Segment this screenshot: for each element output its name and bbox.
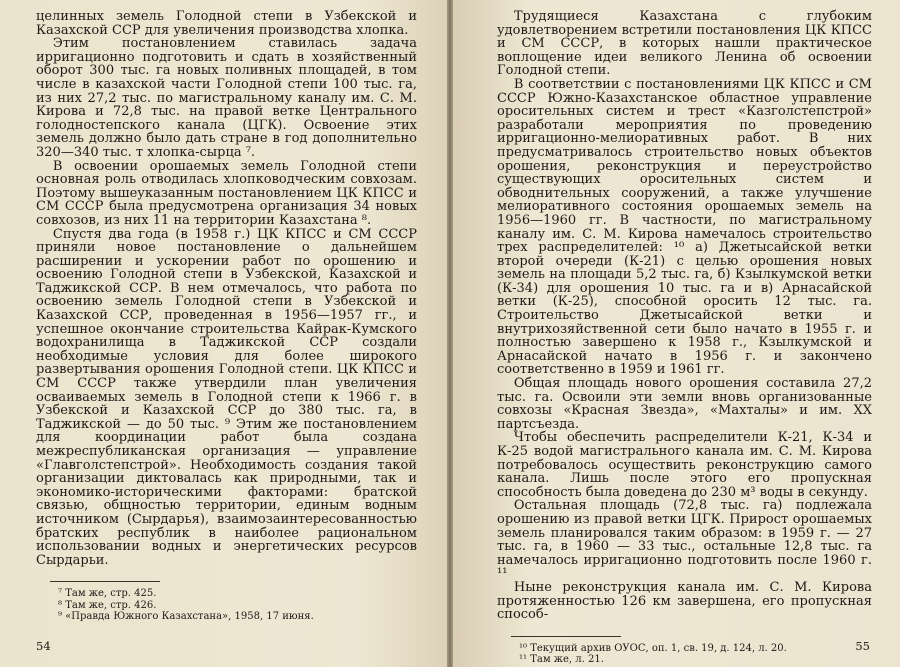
paragraph: Остальная площадь (72,8 тыс. га) подлежала орошению из правой ветки ЦГК. Прирост орошаемых земель планировался таким образом: в 1959 г. — 27 тыс. га, в 1960 — 33 тыс., остальные 12,8 тыс. га намечалось ирригационно подготовить после 1960 г. ¹¹ xyxy=(497,498,872,582)
footnote: ⁹ «Правда Южного Казахстана», 1958, 17 июня. xyxy=(58,611,314,623)
left-page-text xyxy=(36,10,417,567)
paragraph: В освоении орошаемых земель Голодной степи основная роль отводилась хлопководческим совхозам. Поэтому вышеуказанным постановлением ЦК КПСС и СМ СССР была предусмотрена организация 34 новых совхозов, из них 11 на территории Казахстана ⁸. xyxy=(36,158,417,228)
footnote: ⁸ Там же, стр. 426. xyxy=(58,599,157,611)
paragraph: Общая площадь нового орошения составила 27,2 тыс. га. Освоили эти земли вновь организованные совхозы «Красная Звезда», «Махталы» и им. XX партсъезда. xyxy=(497,376,872,432)
paragraph: Чтобы обеспечить распределители К-21, К-34 и К-25 водой магистрального канала им. С. М. Кирова потребовалось осуществить реконструкцию самого канала. Лишь после этого его пропускная способность была доведена до 230 м³ воды в секунду. xyxy=(497,430,872,500)
footnote-divider xyxy=(511,636,621,637)
right-page-text xyxy=(497,10,872,622)
footnote: ¹¹ Там же, л. 21. xyxy=(519,654,604,666)
paragraph: Спустя два года (в 1958 г.) ЦК КПСС и СМ СССР приняли новое постановление о дальнейшем расширении и ускорении работ по орошению и освоению Голодной степи в Узбекской, Казахской и Таджикской ССР. В нем отмечалось, что работа по освоению земель Голодной степи в Узбекской и Казахской ССР, проведенная в 1956—1957 гг., и успешное окончание строительства Кайрак-Кумского водохранилища в Таджикской ССР создали необходимые условия для более широкого развертывания орошения Голодной степи. ЦК КПСС и СМ СССР также утвердили план увеличения осваиваемых земель в Голодной степи к 1966 г. в Узбекской и Казахской ССР до 380 тыс. га, в Таджикской — до 50 тыс. ⁹ Этим же постановлением для координации работ была создана межреспубликанская организация — управление «Главголстепстрой». Необходимость создания такой организации диктовалась как природными, так и экономико-историческими факторами: братской связью, общностью территории, единым водным источником (Сырдарья), взаимозаинтересованностью братских республик в наиболее рациональном использовании водных и энергетических ресурсов Сырдарьи. xyxy=(36,226,417,568)
footnote-divider xyxy=(50,581,160,582)
footnote: ⁷ Там же, стр. 425. xyxy=(58,588,157,600)
right-page xyxy=(453,0,900,667)
left-page xyxy=(0,0,447,667)
page-number: 55 xyxy=(855,639,870,653)
paragraph: Трудящиеся Казахстана с глубоким удовлетворением встретили постановления ЦК КПСС и СМ СССР, в которых нашли практическое воплощение идеи великого Ленина об освоении Голодной степи. xyxy=(497,9,872,79)
paragraph: В соответствии с постановлениями ЦК КПСС и СМ СССР Южно-Казахстанское областное управление оросительных систем и трест «Казголстепстрой» разработали мероприятия по проведению ирригационно-мелиоративных работ. В них предусматривалось строительство новых объектов орошения, реконструкция и переустройство существующих оросительных систем и обводнительных сооружений, а также улучшение мелиоративного состояния орошаемых земель на 1956—1960 гг. В частности, по магистральному каналу им. С. М. Кирова намечалось строительство трех распределителей: ¹⁰ а) Джетысайской ветки второй очереди (К-21) с целью орошения новых земель на площади 5,2 тыс. га, б) Кзылкумской ветки (К-34) для орошения 10 тыс. га и в) Арнасайской ветки (К-25), способной оросить 12 тыс. га. Строительство Джетысайской ветки и внутрихозяйственной сети было начато в 1955 г. и полностью завершено к 1958 г., Кзылкумской и Арнасайской начато в 1956 г. и закончено соответственно в 1959 и 1961 гг. xyxy=(497,76,872,378)
page-number: 54 xyxy=(36,639,51,653)
paragraph: Этим постановлением ставилась задача ирригационно подготовить и сдать в хозяйственный оборот 300 тыс. га новых поливных площадей, в том числе в казахской части Голодной степи 100 тыс. га, из них 27,2 тыс. по магистральному каналу им. С. М. Кирова и 72,8 тыс. на правой ветке Центрального голодностепского канала (ЦГК). Освоение этих земель должно было дать стране в год дополнительно 320—340 тыс. т хлопка-сырца ⁷. xyxy=(36,36,417,160)
paragraph: целинных земель Голодной степи в Узбекской и Казахской ССР для увеличения производства хлопка. xyxy=(36,9,417,38)
paragraph: Ныне реконструкция канала им. С. М. Кирова протяженностью 126 км завершена, его пропускная способ- xyxy=(497,579,872,623)
footnote: ¹⁰ Текущий архив ОУОС, оп. 1, св. 19, д. 124, л. 20. xyxy=(519,642,787,654)
